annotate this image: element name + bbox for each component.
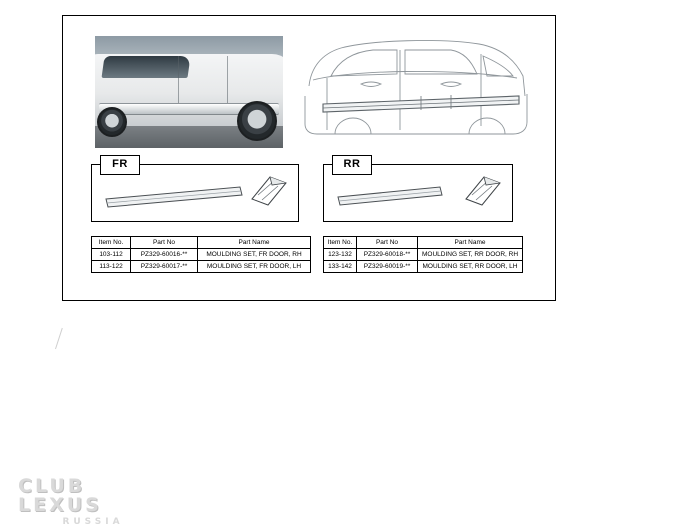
fr-parts-table — [91, 236, 311, 273]
rr-panel — [323, 158, 513, 222]
watermark-sub-text: RUSSIA — [62, 517, 124, 527]
rr-row1-item-no: 123-132 — [324, 249, 357, 261]
rr-clip-graphic — [462, 175, 504, 209]
rr-header-part-name: Part Name — [418, 237, 523, 249]
diagram-sheet — [62, 15, 556, 301]
fr-clip-graphic — [248, 175, 290, 209]
vehicle-line-drawing — [301, 34, 533, 152]
rr-tag: RR — [332, 155, 372, 175]
rr-row1-part-no: PZ329-60018-** — [357, 249, 418, 261]
fr-row2-item-no: 113-122 — [92, 261, 131, 273]
table-header-row — [324, 237, 523, 249]
table-header-row — [92, 237, 311, 249]
rr-moulding-graphic — [336, 183, 444, 209]
fr-tag: FR — [100, 155, 140, 175]
fr-header-part-name: Part Name — [198, 237, 311, 249]
watermark-main-text: CLUB LEXUS — [18, 475, 102, 516]
rr-row1-part-name: MOULDING SET, RR DOOR, RH — [418, 249, 523, 261]
rr-header-part-no: Part No — [357, 237, 418, 249]
rr-parts-table — [323, 236, 523, 273]
fr-row1-item-no: 103-112 — [92, 249, 131, 261]
table-row — [324, 261, 523, 273]
fr-panel — [91, 158, 299, 222]
fr-row2-part-no: PZ329-60017-** — [131, 261, 198, 273]
fr-moulding-graphic — [104, 183, 244, 209]
table-row — [92, 249, 311, 261]
rr-header-item-no: Item No. — [324, 237, 357, 249]
fr-header-part-no: Part No — [131, 237, 198, 249]
fr-row1-part-no: PZ329-60016-** — [131, 249, 198, 261]
table-row — [324, 249, 523, 261]
scan-artifact — [55, 328, 78, 354]
rr-row2-part-no: PZ329-60019-** — [357, 261, 418, 273]
photo-front-wheel — [237, 101, 277, 141]
fr-header-item-no: Item No. — [92, 237, 131, 249]
photo-rear-wheel — [97, 107, 127, 137]
fr-row2-part-name: MOULDING SET, FR DOOR, LH — [198, 261, 311, 273]
fr-row1-part-name: MOULDING SET, FR DOOR, RH — [198, 249, 311, 261]
watermark — [18, 475, 168, 527]
rr-row2-item-no: 133-142 — [324, 261, 357, 273]
table-row — [92, 261, 311, 273]
vehicle-photo — [95, 36, 283, 148]
rr-row2-part-name: MOULDING SET, RR DOOR, LH — [418, 261, 523, 273]
